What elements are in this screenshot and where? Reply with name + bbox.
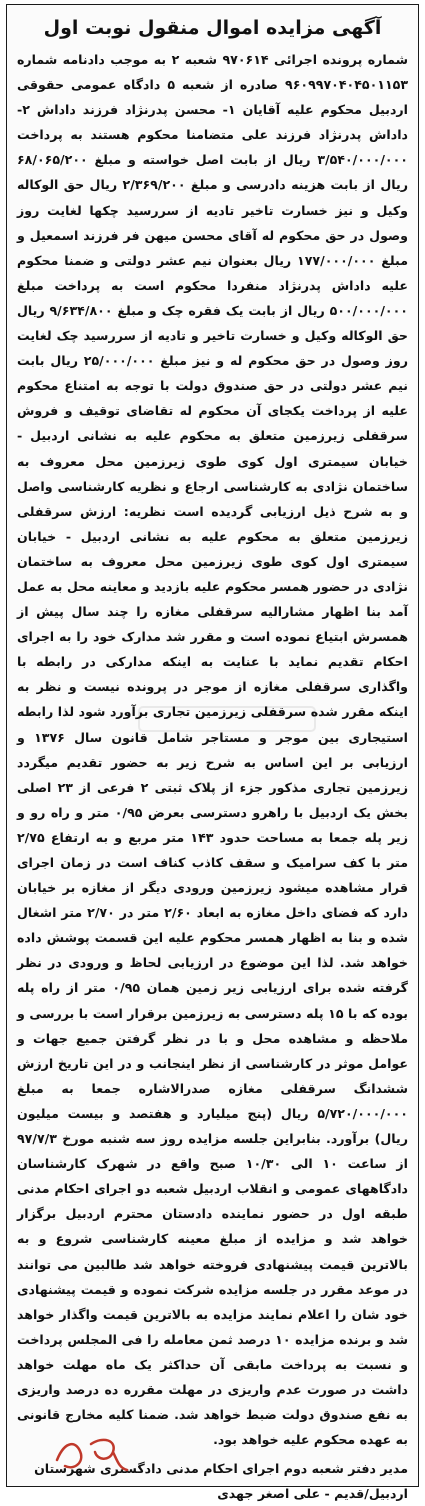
notice-body xyxy=(17,47,408,1452)
auction-notice xyxy=(6,4,419,1502)
notice-paragraph: شماره پرونده اجرائی ۹۷۰۶۱۴ شعبه ۲ به موجب دادنامه شماره ۹۶۰۹۹۷۰۴۰۴۵۰۱۱۵۳ صادره از شعبه ۵ دادگاه عمومی حقوقی اردبیل محکوم علیه آقایان ۱- محسن پدرنژاد فرزند داداش ۲- داداش پدرنژاد فرزند علی متضامنا محکوم هستند به پرداخت ۳/۵۴۰/۰۰۰/۰۰۰ ریال از بابت اصل خواسته و مبلغ ۶۸/۰۶۵/۲۰۰ ریال از بابت هزینه دادرسی و مبلغ ۲/۳۶۹/۲۰۰ ریال حق الوکاله وکیل و نیز خسارت تاخیر تادیه از سررسید چکها لغایت روز وصول در حق محکوم له آقای محسن میهن فر فرزند اسمعیل و مبلغ ۱۷۷/۰۰۰/۰۰۰ ریال بعنوان نیم عشر دولتی و ضمنا محکوم علیه داداش پدرنژاد منفردا محکوم است به پرداخت مبلغ ۵۰۰/۰۰۰/۰۰۰ ریال از بابت یک فقره چک و مبلغ ۹/۶۳۴/۸۰۰ ریال حق الوکاله وکیل و خسارت تاخیر و تادیه از سررسید چک لغایت روز وصول در حق محکوم له و نیز مبلغ ۲۵/۰۰۰/۰۰۰ ریال بابت نیم عشر دولتی در حق صندوق دولت با توجه به امتناع محکوم علیه از پرداخت یکجای آن محکوم له تقاضای توقیف و فروش سرقفلی زیرزمین متعلق به محکوم علیه به نشانی اردبیل - خیابان سیمتری اول کوی طوی زیرزمین محل معروف به ساختمان نژادی به کارشناسی ارجاع و نظریه کارشناسی واصل و به شرح ذیل ارزیابی گردیده است نظریه: ارزش سرقفلی زیرزمین متعلق به محکوم علیه به نشانی اردبیل - خیابان سیمتری اول کوی طوی زیرزمین محل معروف به ساختمان نژادی در حضور همسر محکوم علیه بازدید و معاینه محل به عمل آمد بنا اظهار مشارالیه سرقفلی مغازه را چند سال پیش از همسرش ابتیاع نموده است و مقرر شد مدارک خود را به اجرای احکام تقدیم نماید با عنایت به اینکه مدارکی در رابطه با واگذاری سرقفلی مغازه از موجر در پرونده نیست و نظر به اینکه مقرر شده سرقفلی زیرزمین تجاری برآورد شود لذا رابطه استیجاری بین موجر و مستاجر شامل قانون سال ۱۳۷۶ و ارزیابی بر این اساس به شرح زیر به حضور تقدیم میگردد زیرزمین تجاری مذکور جزء از پلاک ثبتی ۲ فرعی از ۲۳ اصلی بخش یک اردبیل با راهرو دسترسی بعرض ۰/۹۵ متر و راه رو و زیر پله جمعا به مساحت حدود ۱۴۳ متر مربع و به ارتفاع ۲/۷۵ متر با کف سرامیک و سقف کاذب کناف است در زمان اجرای قرار مشاهده میشود زیرزمین ورودی دیگر از مغازه بر خیابان دارد که فضای داخل مغازه به ابعاد ۲/۶۰ متر در ۲/۷۰ متر اشغال شده و بنا به اظهار همسر محکوم علیه این قسمت پوشش داده خواهد شد. لذا این موضوع در ارزیابی لحاظ و ورودی در نظر گرفته شده برای ارزیابی زیر زمین همان ۰/۹۵ متر از راه پله بوده که با ۱۵ پله دسترسی به زیرزمین برقرار است با بررسی و ملاحظه و مشاهده محل و با در نظر گرفتن جمیع جهات و عوامل موثر در کارشناسی از نظر اینجانب و در این تاریخ ارزش ششدانگ سرقفلی مغازه صدرالاشاره جمعا به مبلغ ۵/۷۲۰/۰۰۰/۰۰۰ ریال (پنج میلیارد و هفتصد و بیست میلیون ریال) برآورد. بنابراین جلسه مزایده روز سه شنبه مورخ ۹۷/۷/۳ از ساعت ۱۰ الی ۱۰/۳۰ صبح واقع در شهرک کارشناسان دادگاههای عمومی و انقلاب اردبیل شعبه دو اجرای احکام مدنی طبقه اول در حضور نماینده دادستان محترم اردبیل برگزار خواهد شد و مزایده از مبلغ معینه کارشناسی شروع و به بالاترین قیمت پیشنهادی فروخته خواهد شد طالبین می توانند در موعد مقرر در جلسه مزایده شرکت نموده و قیمت پیشنهادی خود شان را اعلام نمایند مزایده به بالاترین قیمت واگذار خواهد شد و برنده مزایده ۱۰ درصد ثمن معامله را فی المجلس پرداخت و نسبت به پرداخت مابقی آن حداکثر یک ماه مهلت خواهد داشت در صورت عدم واریزی در مهلت مقرره ده درصد واریزی به نفع صندوق دولت ضبط خواهد شد. ضمنا کلیه مخارج قانونی به عهده محکوم علیه خواهد بود. xyxy=(17,52,409,1448)
signature-line-2: اردبیل/قدیم - علی اصغر جهدی xyxy=(217,1486,408,1502)
handwritten-number-mark xyxy=(47,1430,137,1476)
notice-title: آگهی مزایده اموال منقول نوبت اول xyxy=(43,17,382,39)
signature-line-1: مدیر دفتر شعبه دوم اجرای احکام مدنی دادگستری شهرستان xyxy=(34,1461,408,1477)
